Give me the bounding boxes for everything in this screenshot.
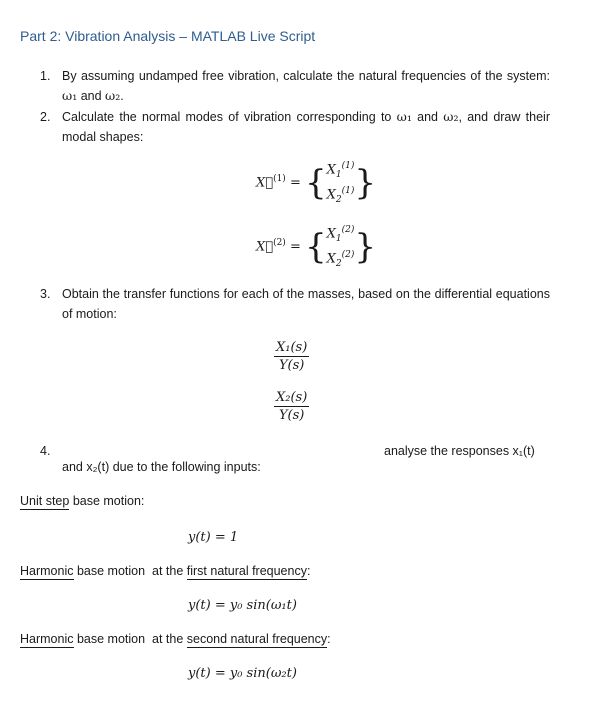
input-heading-harmonic-2: Harmonic base motion at the second natural frequency: [20,632,331,646]
question-number: 2. [40,110,51,124]
page-title: Part 2: Vibration Analysis – MATLAB Live Script [20,28,316,44]
input-equation-harmonic-2: y(t) = y₀ sin(ω₂t) [188,666,297,681]
input-heading-unit-step: Unit step base motion: [20,494,145,508]
transfer-function-2: $\frac{\text{X₂(s)}}{Y(s)}$ [276,390,308,423]
transfer-function-1: $\frac{\text{X₁(s)}}{Y(s)}$ [276,340,308,373]
question-text: Obtain the transfer functions for each of the masses, based on the differential equations of motion: [62,287,550,321]
question-1 [40,66,550,106]
left-brace: { [305,162,327,203]
question-3 [40,284,550,324]
left-brace: { [305,226,327,267]
question-number: 3. [40,287,51,301]
mode-vector: $X_1^{(2)}$ $X_2^{(2)}$ [326,225,355,269]
mode-vector: $X_1^{(1)}$ $X_2^{(1)}$ [326,161,355,205]
question-4-text-line2: and x₂(t) due to the following inputs: [62,460,261,474]
question-text: By assuming undamped free vibration, calculate the natural frequencies of the system: ω₁ and ω₂. [62,69,550,103]
input-equation-unit-step: y(t) = 1 [188,530,239,545]
question-2 [40,107,550,147]
input-equation-harmonic-1: y(t) = y₀ sin(ω₁t) [188,598,297,613]
right-brace: } [354,162,377,203]
question-text: Calculate the normal modes of vibration corresponding to ω₁ and ω₂, and draw their modal shapes: [62,109,550,144]
mode-shape-1: X⃗$^{(1)}$ = { $X_1^{(1)}$ $X_2^{(1)}$ } [256,158,376,208]
question-4-text-right: analyse the responses x₁(t) [384,444,535,458]
question-number: 1. [40,69,51,83]
mode-shape-2: X⃗$^{(2)}$ = { $X_1^{(2)}$ $X_2^{(2)}$ } [256,222,376,272]
input-heading-harmonic-1: Harmonic base motion at the first natural frequency: [20,564,311,578]
right-brace: } [354,226,377,267]
question-number-4: 4. [40,444,51,458]
